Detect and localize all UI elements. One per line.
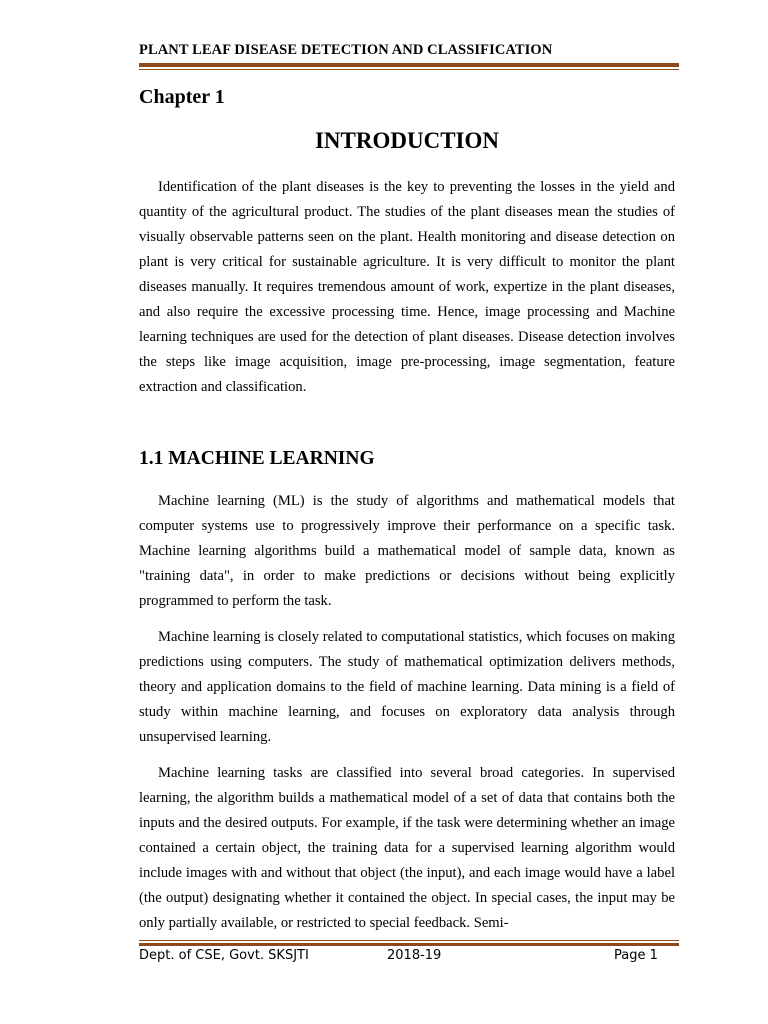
intro-paragraph: Identification of the plant diseases is the key to preventing the losses in the yield and quantity of the agricultural product. The studies of the plant diseases mean the studies of visually observable patterns seen on the plant. Health monitoring and disease detection on plant is very critical for sustainable agriculture. It is very difficult to monitor the plant diseases manually. It requires tremendous amount of work, expertize in the plant diseases, and also require the excessive processing time. Hence, image processing and Machine learning techniques are used for the detection of plant diseases. Disease detection involves the steps like image acquisition, image pre-processing, image segmentation, feature extraction and classification. — [139, 179, 675, 395]
footer-rule-thick — [139, 943, 679, 946]
footer-rule-thin — [139, 940, 679, 941]
footer-page-number: Page 1 — [614, 948, 658, 963]
footer-department: Dept. of CSE, Govt. SKSJTI — [139, 948, 309, 963]
ml-paragraph-3: Machine learning tasks are classified into several broad categories. In supervised learning, the algorithm builds a mathematical model of a set of data that contains both the inputs and the desired outputs. For example, if the task were determining whether an image contained a certain object, the training data for a supervised learning algorithm would include images with and without that object (the input), and each image would have a label (the output) designating whether it contained the object. In special cases, the input may be only partially available, or restricted to special feedback. Semi- — [139, 765, 675, 931]
ml-paragraph-1: Machine learning (ML) is the study of algorithms and mathematical models that computer systems use to progressively improve their performance on a specific task. Machine learning algorithms build a mathematical model of sample data, known as "training data", in order to make predictions or decisions without being explicitly programmed to perform the task. — [139, 493, 675, 609]
section-heading: 1.1 MACHINE LEARNING — [139, 448, 375, 469]
running-header-title: PLANT LEAF DISEASE DETECTION AND CLASSIFICATION — [139, 42, 553, 58]
chapter-title: INTRODUCTION — [314, 128, 500, 153]
chapter-label: Chapter 1 — [139, 86, 225, 108]
ml-paragraph-2: Machine learning is closely related to computational statistics, which focuses on making predictions using computers. The study of mathematical optimization delivers methods, theory and application domains to the field of machine learning. Data mining is a field of study within machine learning, and focuses on exploratory data analysis through unsupervised learning. — [139, 629, 675, 745]
footer-year: 2018-19 — [387, 948, 442, 963]
header-rule-thick — [139, 63, 679, 67]
header-rule-thin — [139, 69, 679, 70]
